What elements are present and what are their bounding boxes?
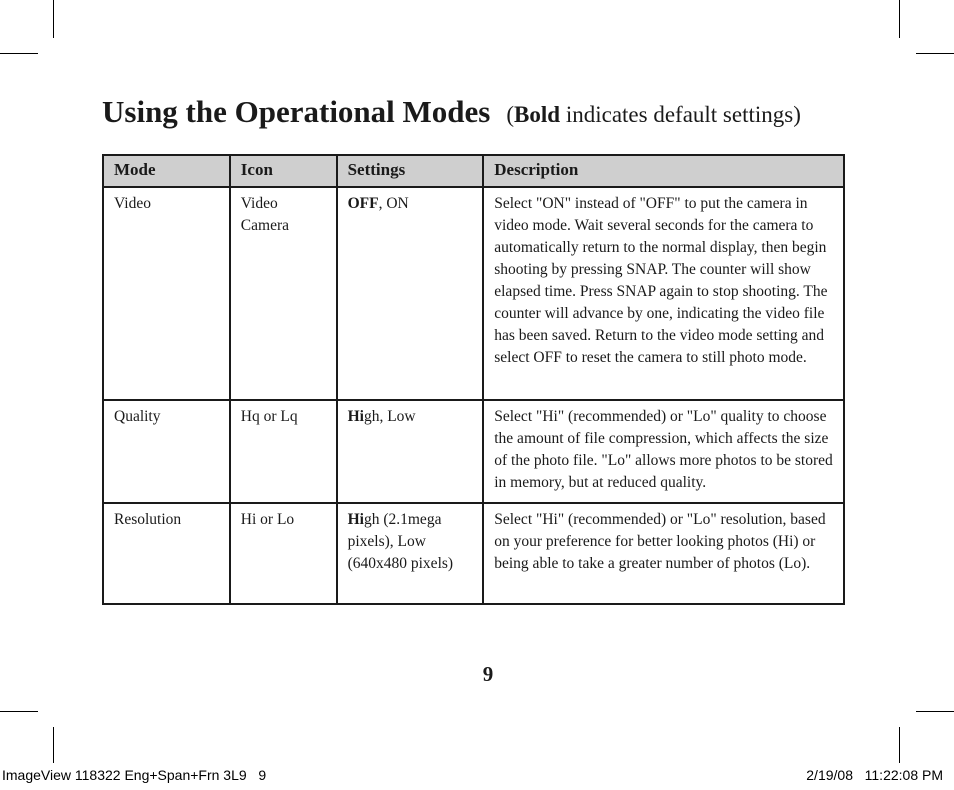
modes-table xyxy=(102,154,845,605)
header-mode: Mode xyxy=(103,155,230,187)
crop-mark xyxy=(916,711,954,712)
page-number: 9 xyxy=(482,662,494,686)
crop-mark xyxy=(53,727,54,763)
page-title xyxy=(102,94,801,130)
title-main: Using the Operational Modes xyxy=(102,94,491,129)
title-note: (Bold indicates default settings) xyxy=(506,102,801,127)
crop-mark xyxy=(916,53,954,54)
cell-mode: Resolution xyxy=(103,503,230,604)
crop-mark xyxy=(0,53,38,54)
cell-icon: Hi or Lo xyxy=(230,503,337,604)
cell-description: Select "Hi" (recommended) or "Lo" resolution, based on your preference for better looking photos (Hi) or being able to take a greater number of photos (Lo). xyxy=(483,503,844,604)
title-bold-word: Bold xyxy=(514,102,561,127)
crop-mark xyxy=(899,0,900,38)
cell-description: Select "Hi" (recommended) or "Lo" quality to choose the amount of file compression, which affects the size of the photo file. "Lo" allows more photos to be stored in memory, but at reduced quality. xyxy=(483,400,844,503)
crop-mark xyxy=(0,711,38,712)
header-settings: Settings xyxy=(337,155,484,187)
cell-icon: Hq or Lq xyxy=(230,400,337,503)
crop-mark xyxy=(53,0,54,38)
table-row xyxy=(103,187,844,400)
cell-mode: Video xyxy=(103,187,230,400)
header-icon: Icon xyxy=(230,155,337,187)
header-description: Description xyxy=(483,155,844,187)
cell-description: Select "ON" instead of "OFF" to put the camera in video mode. Wait several seconds for the camera to automatically return to the normal display, then begin shooting by pressing SNAP. The counter will show elapsed time. Press SNAP again to stop shooting. The counter will advance by one, indicating the video file has been saved. Return to the video mode setting and select OFF to reset the camera to still photo mode. xyxy=(483,187,844,400)
crop-mark xyxy=(899,727,900,763)
cell-settings: OFF, ON xyxy=(337,187,484,400)
footer-file-info: ImageView 118322 Eng+Span+Frn 3L9 9 xyxy=(2,767,267,783)
table-row xyxy=(103,400,844,503)
cell-settings: High (2.1mega pixels), Low (640x480 pixels) xyxy=(337,503,484,604)
cell-mode: Quality xyxy=(103,400,230,503)
cell-settings: High, Low xyxy=(337,400,484,503)
table-header-row xyxy=(103,155,844,187)
cell-icon: Video Camera xyxy=(230,187,337,400)
footer-timestamp: 2/19/08 11:22:08 PM xyxy=(806,767,943,783)
table-row xyxy=(103,503,844,604)
